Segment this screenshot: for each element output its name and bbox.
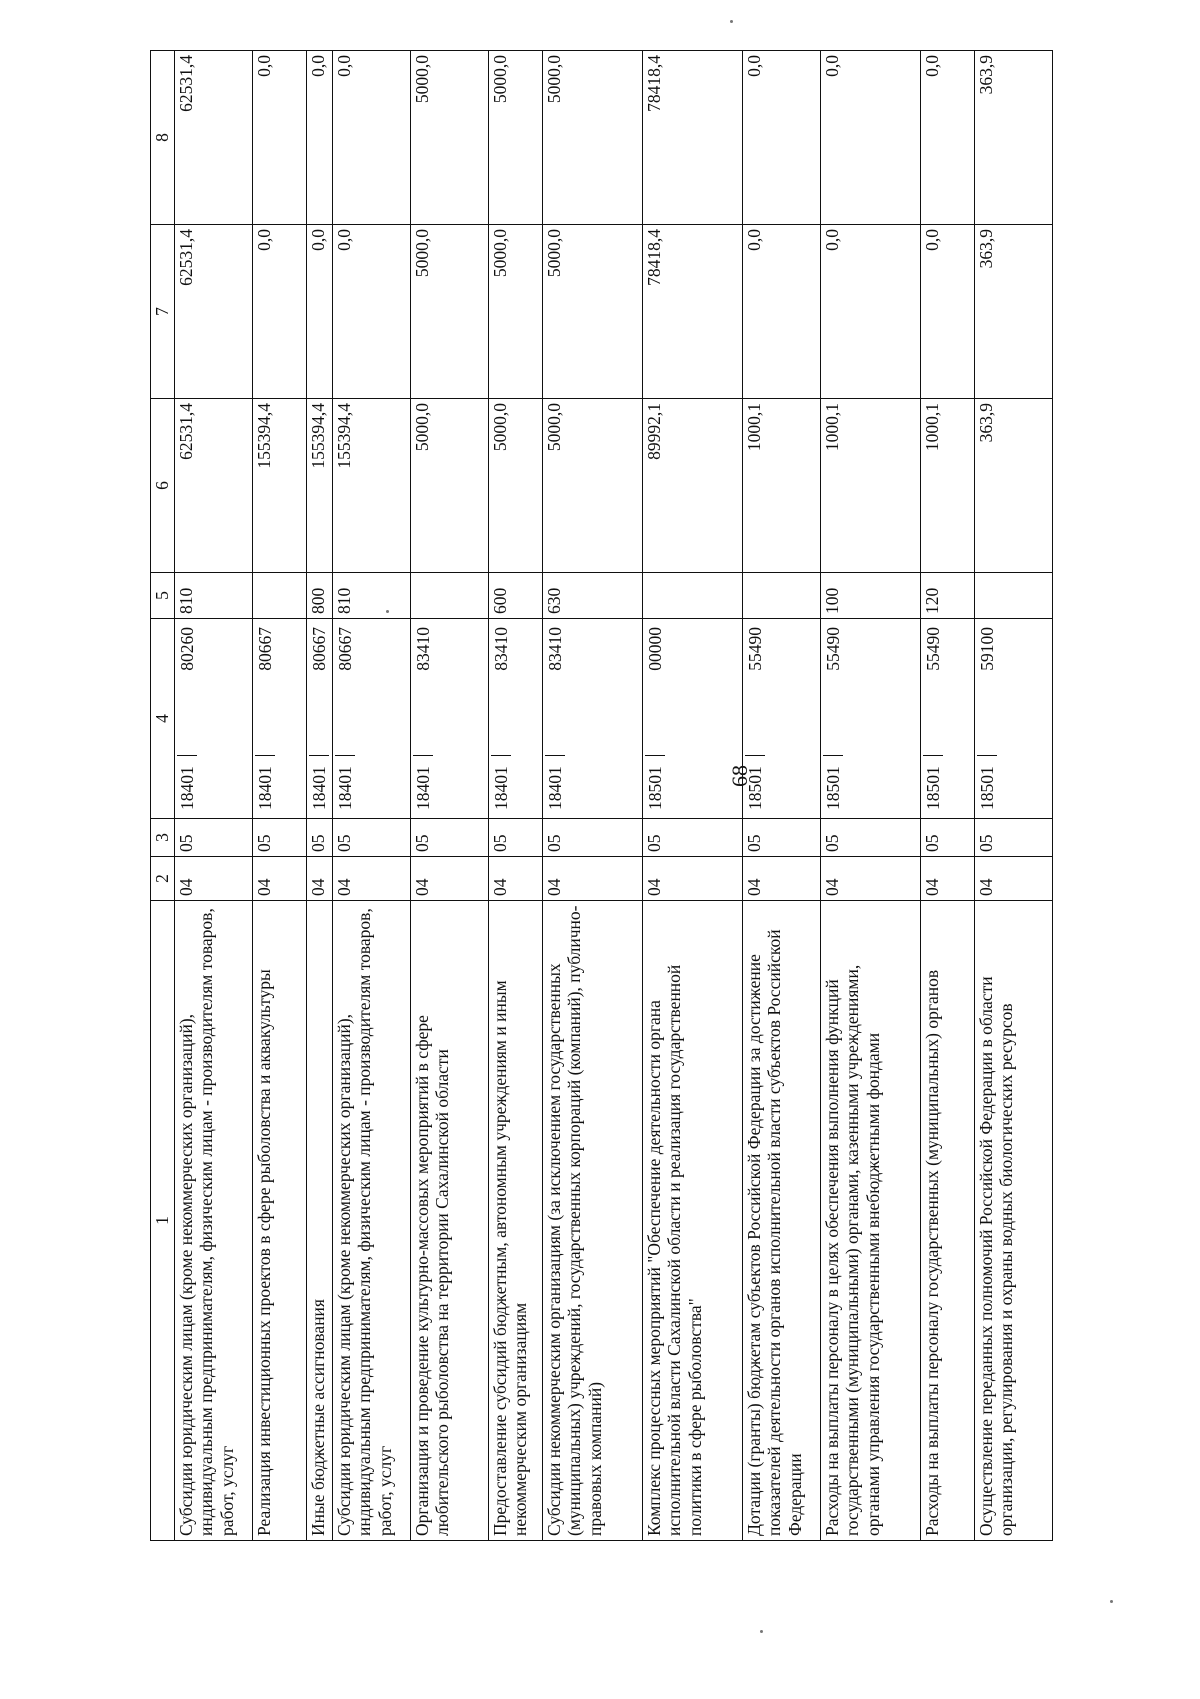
row-value-8: 0,0 <box>252 51 306 225</box>
row-target-article-b: 83410 <box>544 627 565 671</box>
row-target-article-a: 18401 <box>255 755 276 810</box>
row-target-article-b: 55490 <box>744 627 765 671</box>
row-target-article-a: 18501 <box>977 755 998 810</box>
row-name: Иные бюджетные ассигнования <box>306 901 332 1541</box>
row-expense-type <box>642 573 742 619</box>
row-subsection: 05 <box>742 819 820 857</box>
row-target-article-b: 80667 <box>308 627 329 671</box>
row-name: Субсидии юридическим лицам (кроме некоммерческих организаций), индивидуальным предпринимателям, физическим лицам - производителям товаров, работ, услуг <box>174 901 252 1541</box>
row-value-7: 0,0 <box>332 225 410 399</box>
row-name: Организация и проведение культурно-массовых мероприятий в сфере любительского рыболовства на территории Сахалинской области <box>410 901 488 1541</box>
row-target-article-a: 18401 <box>413 755 434 810</box>
row-value-6: 1000,1 <box>742 399 820 573</box>
rotated-table-container <box>150 51 1050 1541</box>
table-row <box>820 51 920 1541</box>
row-value-7: 0,0 <box>920 225 974 399</box>
header-col-2: 2 <box>151 857 175 901</box>
row-target-article-b: 80667 <box>334 627 355 671</box>
row-target-article-a: 18501 <box>823 755 844 810</box>
row-value-7: 0,0 <box>820 225 920 399</box>
table-row <box>642 51 742 1541</box>
row-name: Субсидии юридическим лицам (кроме некоммерческих организаций), индивидуальным предпринимателям, физическим лицам - производителям товаров, работ, услуг <box>332 901 410 1541</box>
row-value-8: 0,0 <box>332 51 410 225</box>
row-section: 04 <box>920 857 974 901</box>
row-subsection: 05 <box>920 819 974 857</box>
row-value-7: 0,0 <box>742 225 820 399</box>
row-value-6: 155394,4 <box>306 399 332 573</box>
table-row <box>974 51 1052 1541</box>
row-value-8: 0,0 <box>920 51 974 225</box>
row-section: 04 <box>642 857 742 901</box>
row-name: Расходы на выплаты персоналу государственных (муниципальных) органов <box>920 901 974 1541</box>
row-value-6: 155394,4 <box>252 399 306 573</box>
row-expense-type: 810 <box>332 573 410 619</box>
row-subsection: 05 <box>642 819 742 857</box>
row-value-8: 0,0 <box>820 51 920 225</box>
row-subsection: 05 <box>252 819 306 857</box>
row-expense-type: 630 <box>542 573 642 619</box>
row-name: Субсидии некоммерческим организациям (за исключением государственных (муниципальных) учреждений, государственных корпораций (компаний), публично-правовых компаний) <box>542 901 642 1541</box>
row-target-article <box>974 619 1052 819</box>
row-target-article <box>332 619 410 819</box>
header-col-6: 6 <box>151 399 175 573</box>
row-name: Предоставление субсидий бюджетным, автономным учреждениям и иным некоммерческим организациям <box>488 901 542 1541</box>
row-value-8: 363,9 <box>974 51 1052 225</box>
header-col-7: 7 <box>151 225 175 399</box>
row-subsection: 05 <box>974 819 1052 857</box>
row-target-article-a: 18401 <box>491 755 512 810</box>
row-value-6: 1000,1 <box>920 399 974 573</box>
row-target-article <box>742 619 820 819</box>
row-value-7: 5000,0 <box>488 225 542 399</box>
row-section: 04 <box>252 857 306 901</box>
header-col-8: 8 <box>151 51 175 225</box>
row-target-article-a: 18401 <box>177 755 198 810</box>
scan-speck <box>386 610 389 613</box>
row-value-6: 155394,4 <box>332 399 410 573</box>
row-value-6: 5000,0 <box>488 399 542 573</box>
table-row <box>174 51 252 1541</box>
row-value-8: 5000,0 <box>542 51 642 225</box>
row-value-7: 363,9 <box>974 225 1052 399</box>
row-expense-type: 810 <box>174 573 252 619</box>
row-section: 04 <box>542 857 642 901</box>
row-target-article-b: 80667 <box>254 627 275 671</box>
row-value-6: 5000,0 <box>542 399 642 573</box>
row-value-8: 62531,4 <box>174 51 252 225</box>
row-target-article-b: 55490 <box>922 627 943 671</box>
row-value-8: 5000,0 <box>488 51 542 225</box>
row-value-8: 0,0 <box>742 51 820 225</box>
table-row <box>306 51 332 1541</box>
row-value-6: 89992,1 <box>642 399 742 573</box>
row-name: Дотации (гранты) бюджетам субъектов Российской Федерации за достижение показателей деятельности органов исполнительной власти субъектов Российской Федерации <box>742 901 820 1541</box>
row-target-article <box>306 619 332 819</box>
row-target-article-b: 00000 <box>644 627 665 671</box>
row-subsection: 05 <box>820 819 920 857</box>
row-name: Осуществление переданных полномочий Российской Федерации в области организации, регулирования и охраны водных биологических ресурсов <box>974 901 1052 1541</box>
row-value-7: 5000,0 <box>410 225 488 399</box>
table-row <box>920 51 974 1541</box>
row-expense-type: 600 <box>488 573 542 619</box>
row-section: 04 <box>332 857 410 901</box>
row-expense-type <box>410 573 488 619</box>
row-target-article <box>410 619 488 819</box>
row-value-6: 5000,0 <box>410 399 488 573</box>
row-value-8: 0,0 <box>306 51 332 225</box>
row-value-6: 1000,1 <box>820 399 920 573</box>
row-subsection: 05 <box>410 819 488 857</box>
row-target-article <box>920 619 974 819</box>
row-target-article <box>174 619 252 819</box>
row-name: Комплекс процессных мероприятий "Обеспечение деятельности органа исполнительной власти Сахалинской области и реализация государственной политики в сфере рыболовства" <box>642 901 742 1541</box>
table-row <box>542 51 642 1541</box>
row-target-article <box>642 619 742 819</box>
table-row <box>488 51 542 1541</box>
row-section: 04 <box>410 857 488 901</box>
header-col-4: 4 <box>151 619 175 819</box>
budget-table <box>150 50 1053 1541</box>
header-col-5: 5 <box>151 573 175 619</box>
row-subsection: 05 <box>488 819 542 857</box>
row-section: 04 <box>820 857 920 901</box>
row-section: 04 <box>306 857 332 901</box>
row-section: 04 <box>742 857 820 901</box>
row-section: 04 <box>974 857 1052 901</box>
table-row <box>410 51 488 1541</box>
table-row <box>332 51 410 1541</box>
row-expense-type: 120 <box>920 573 974 619</box>
row-target-article <box>488 619 542 819</box>
page-number: 68 <box>727 765 752 787</box>
row-value-6: 363,9 <box>974 399 1052 573</box>
row-expense-type <box>742 573 820 619</box>
row-target-article-b: 59100 <box>976 627 997 671</box>
row-name: Реализация инвестиционных проектов в сфере рыболовства и аквакультуры <box>252 901 306 1541</box>
row-value-7: 0,0 <box>306 225 332 399</box>
row-target-article-a: 18401 <box>309 755 330 810</box>
row-expense-type <box>974 573 1052 619</box>
row-target-article-b: 83410 <box>490 627 511 671</box>
row-target-article <box>252 619 306 819</box>
row-expense-type <box>252 573 306 619</box>
row-subsection: 05 <box>174 819 252 857</box>
row-target-article-a: 18501 <box>923 755 944 810</box>
row-subsection: 05 <box>332 819 410 857</box>
scan-speck <box>1110 1600 1113 1603</box>
row-target-article-a: 18401 <box>545 755 566 810</box>
table-row <box>742 51 820 1541</box>
row-value-6: 62531,4 <box>174 399 252 573</box>
row-value-8: 78418,4 <box>642 51 742 225</box>
row-value-7: 0,0 <box>252 225 306 399</box>
row-name: Расходы на выплаты персоналу в целях обеспечения выполнения функций государственными (муниципальными) органами, казенными учреждениями, органами управления государственными внебюджетными фондами <box>820 901 920 1541</box>
row-target-article-b: 83410 <box>412 627 433 671</box>
scan-speck <box>730 20 733 23</box>
row-value-7: 78418,4 <box>642 225 742 399</box>
row-target-article-a: 18501 <box>745 755 766 810</box>
row-target-article <box>542 619 642 819</box>
row-target-article-a: 18401 <box>335 755 356 810</box>
header-col-3: 3 <box>151 819 175 857</box>
row-target-article-a: 18501 <box>645 755 666 810</box>
row-expense-type: 800 <box>306 573 332 619</box>
table-row <box>252 51 306 1541</box>
row-target-article-b: 55490 <box>822 627 843 671</box>
row-value-8: 5000,0 <box>410 51 488 225</box>
header-col-1: 1 <box>151 901 175 1541</box>
row-subsection: 05 <box>306 819 332 857</box>
row-expense-type: 100 <box>820 573 920 619</box>
row-subsection: 05 <box>542 819 642 857</box>
row-section: 04 <box>488 857 542 901</box>
row-target-article-b: 80260 <box>176 627 197 671</box>
row-target-article <box>820 619 920 819</box>
row-section: 04 <box>174 857 252 901</box>
scan-speck <box>760 1630 763 1633</box>
header-row <box>151 51 175 1541</box>
row-value-7: 62531,4 <box>174 225 252 399</box>
row-value-7: 5000,0 <box>542 225 642 399</box>
